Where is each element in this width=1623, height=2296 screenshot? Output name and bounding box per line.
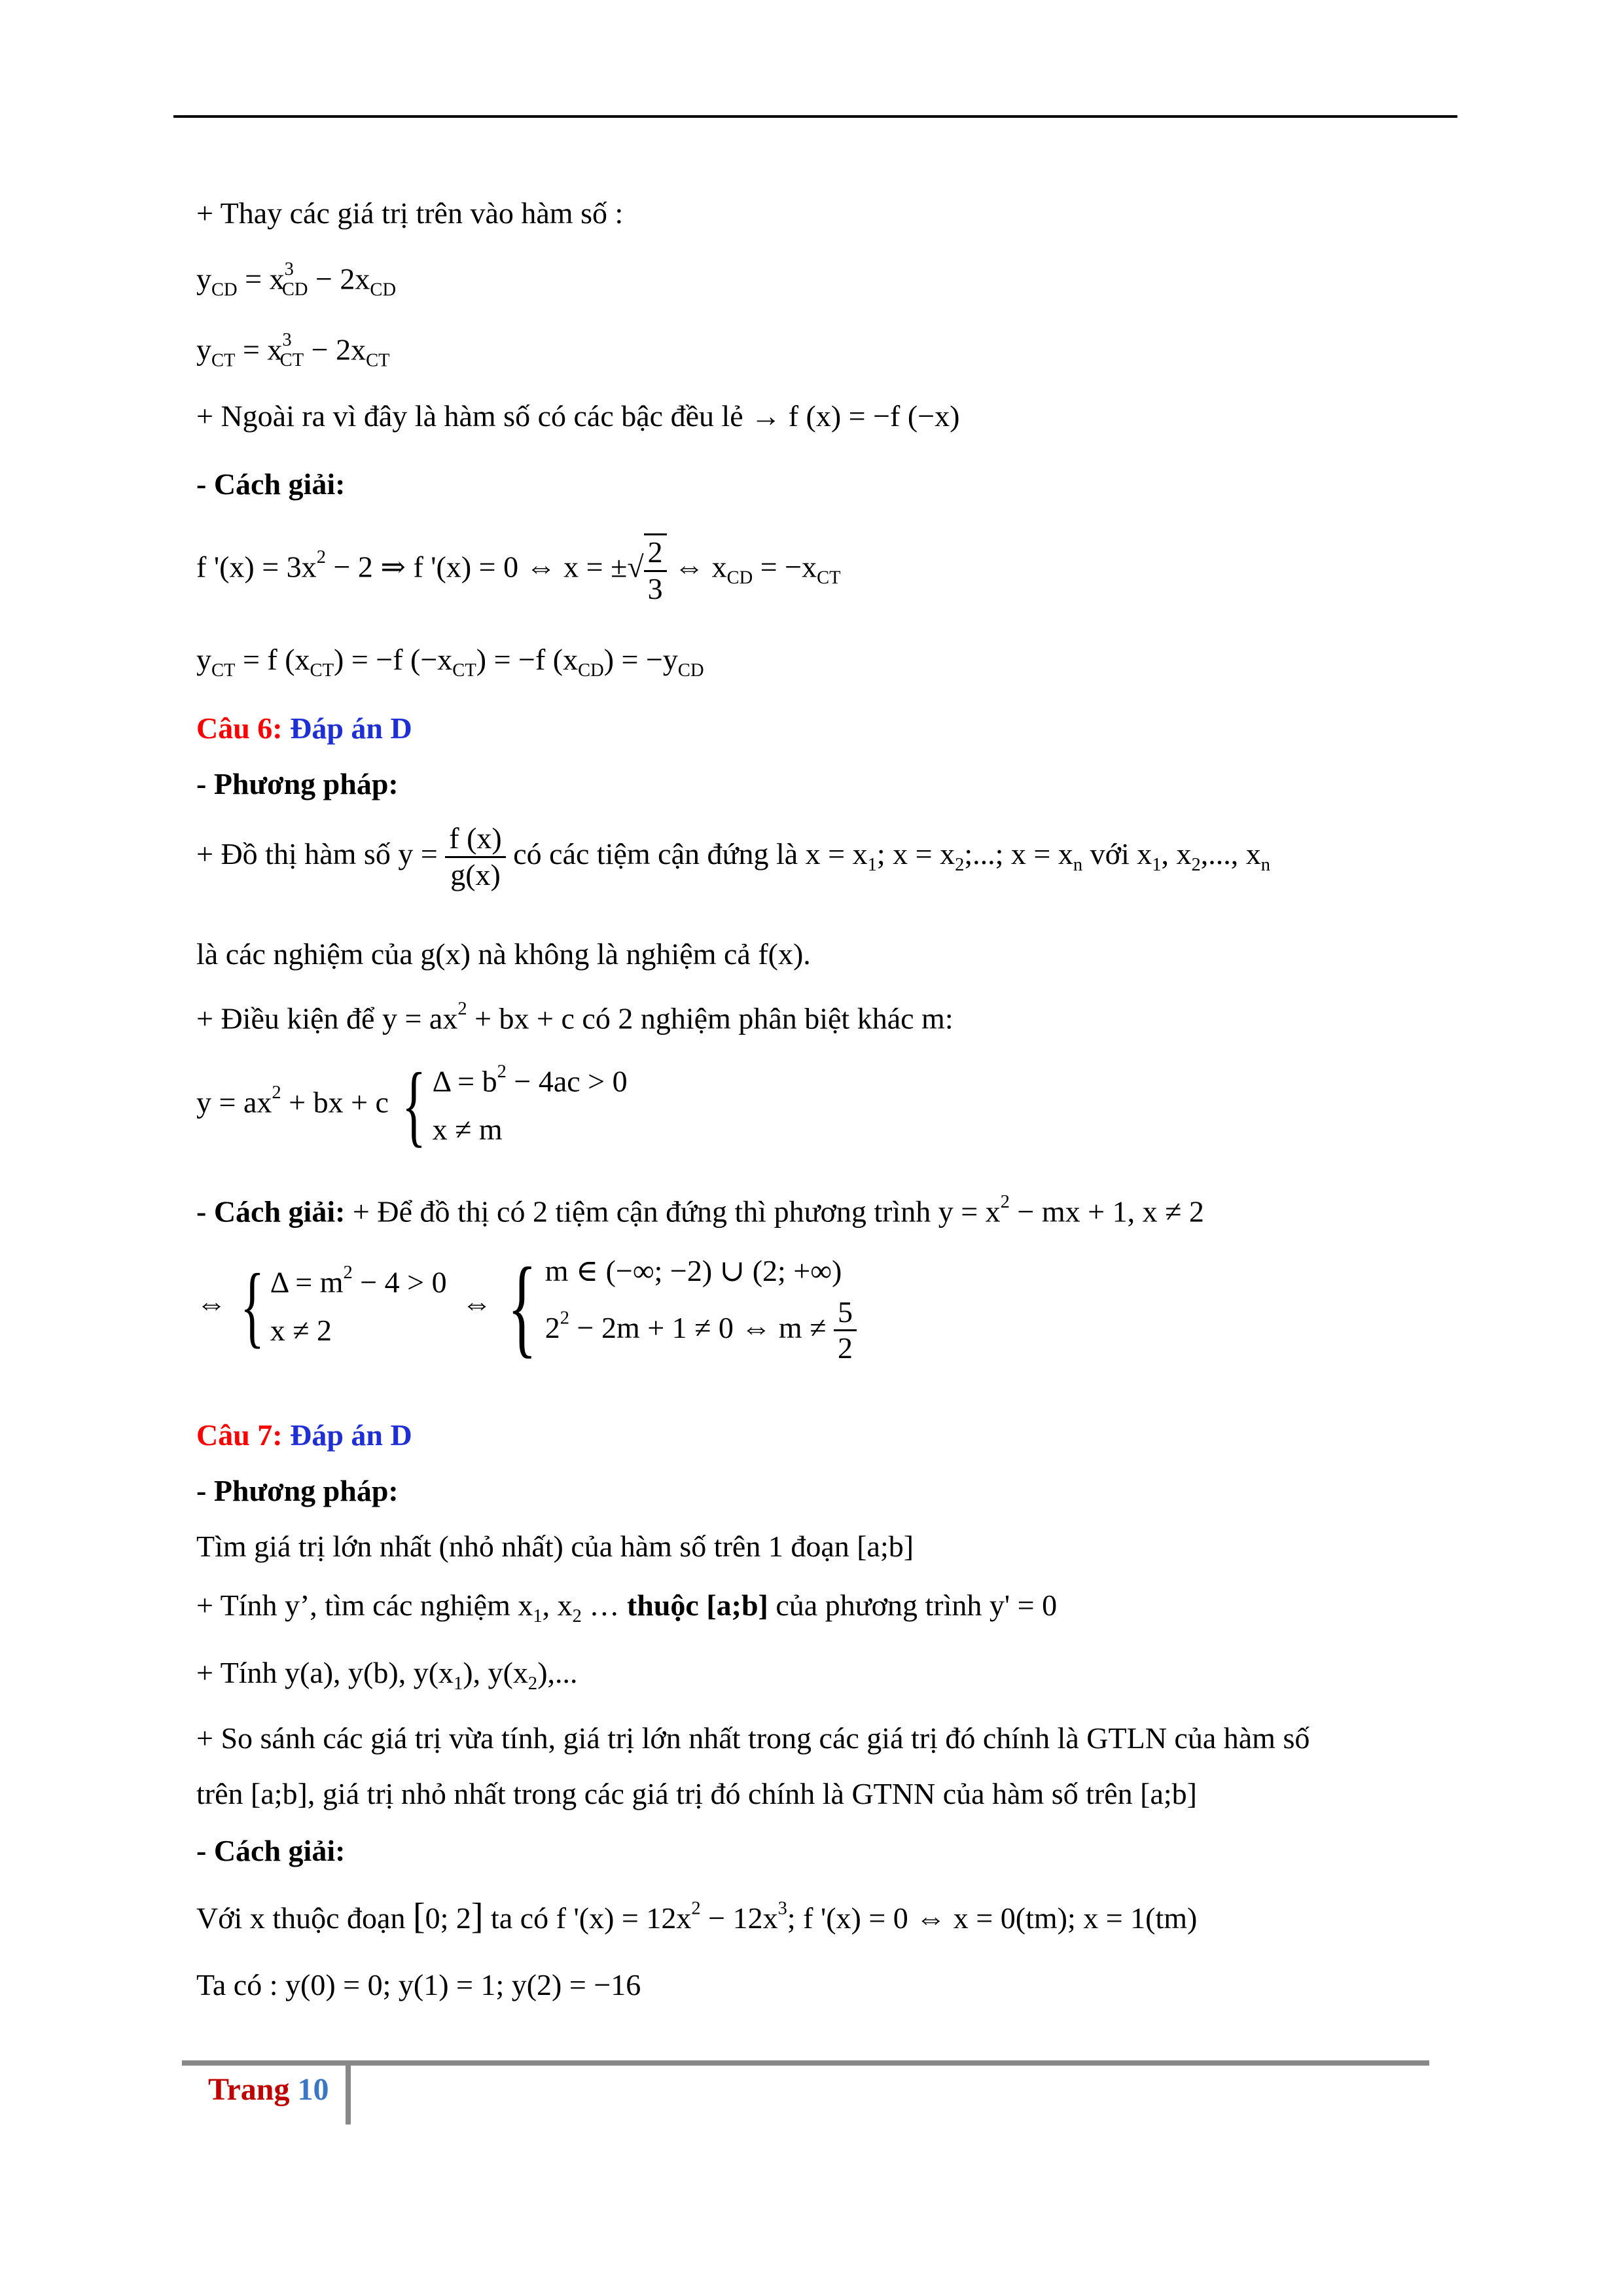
text-line: Tìm giá trị lớn nhất (nhỏ nhất) của hàm số trên 1 đoạn [a;b] <box>196 1530 914 1563</box>
footer-rule <box>182 2060 1429 2066</box>
formula-yct: $y_{CT} = x^3_{CT} - 2x_{CT}$ <box>196 330 390 371</box>
text-line: + Thay các giá trị trên vào hàm số : <box>196 196 624 230</box>
footer-divider <box>346 2063 351 2125</box>
text-line: + Tính y’, tìm các nghiệm $x_1$, $x_2$ … thuộc [a;b] của phương trình y' = 0 <box>196 1588 1058 1626</box>
text-line: là các nghiệm của g(x) nà không là nghiệm cả f(x). <box>196 937 811 971</box>
question-heading: Câu 6: Đáp án D <box>196 711 412 745</box>
text-line: Với x thuộc đoạn [0; 2] ta có f '$(x) = 12x^2 - 12x^3$; f '(x) = 0 ⇔ x = 0(tm); x = 1(tm) <box>196 1896 1198 1937</box>
formula-ycd: $y_{CD} = x^3_{CD} - 2x_{CD}$ <box>196 259 397 300</box>
text-line: + Điều kiện để $y = ax^2$ + bx + c có 2 nghiệm phân biệt khác m: <box>196 999 954 1035</box>
text-line: trên [a;b], giá trị nhỏ nhất trong các giá trị đó chính là GTNN của hàm số trên [a;b] <box>196 1777 1197 1810</box>
formula-system-condition: $y = ax^2$ + bx + c { $\Delta = b^2 - 4ac > 0$ x ≠ m <box>196 1054 628 1156</box>
text-line: + Đồ thị hàm số y = $\frac{f (x)}{g(x)}$ có các tiệm cận đứng là $x = x_1$; $x = x_2$;...; $x = x_n$ với $x_1$, $x_2$,..., $x_n$ <box>196 821 1271 891</box>
formula-symmetry: $y_{CT} = f$ $(x_{CT}) = -f$ $(-x_{CT}) = -f$ $(x_{CD}) = -y_{CD}$ <box>196 643 704 681</box>
section-heading: - Phương pháp: <box>196 767 399 800</box>
section-heading: - Phương pháp: <box>196 1474 399 1507</box>
header-rule <box>173 115 1457 118</box>
text-line: + Ngoài ra vì đây là hàm số có các bậc đều lẻ → f (x) = −f (−x) <box>196 399 960 433</box>
question-heading: Câu 7: Đáp án D <box>196 1418 412 1452</box>
text-line: + So sánh các giá trị vừa tính, giá trị lớn nhất trong các giá trị đó chính là GTLN của hàm số <box>196 1721 1310 1755</box>
text-line: + Tính y(a), y(b), $y(x_1)$, $y(x_2)$,... <box>196 1656 578 1694</box>
text-line: - Cách giải: + Để đồ thị có 2 tiệm cận đứng thì phương trình $y = x^2$ − mx + 1, x ≠ 2 <box>196 1192 1204 1229</box>
section-heading: - Cách giải: <box>196 467 346 501</box>
formula-system-solution: ⇔ { $\Delta = m^2 - 4 > 0$ x ≠ 2 ⇔ { m ∈ (−∞; −2) ∪ (2; +∞) $2^2 - 2m + 1 \ne 0$ ⇔ m ≠ $\frac{5}{2}$ <box>196 1247 857 1366</box>
text-line: Ta có : y(0) = 0; y(1) = 1; y(2) = −16 <box>196 1968 641 2001</box>
formula-derivative: f '$(x) = 3x^2 - 2$ ⇒ f '(x) = 0 ⇔ x = ±√ $\frac{2}{3}$ ⇔ $x_{CD} = -x_{CT}$ <box>196 533 841 607</box>
page-number: Trang 10 <box>208 2072 329 2107</box>
section-heading: - Cách giải: <box>196 1834 346 1867</box>
